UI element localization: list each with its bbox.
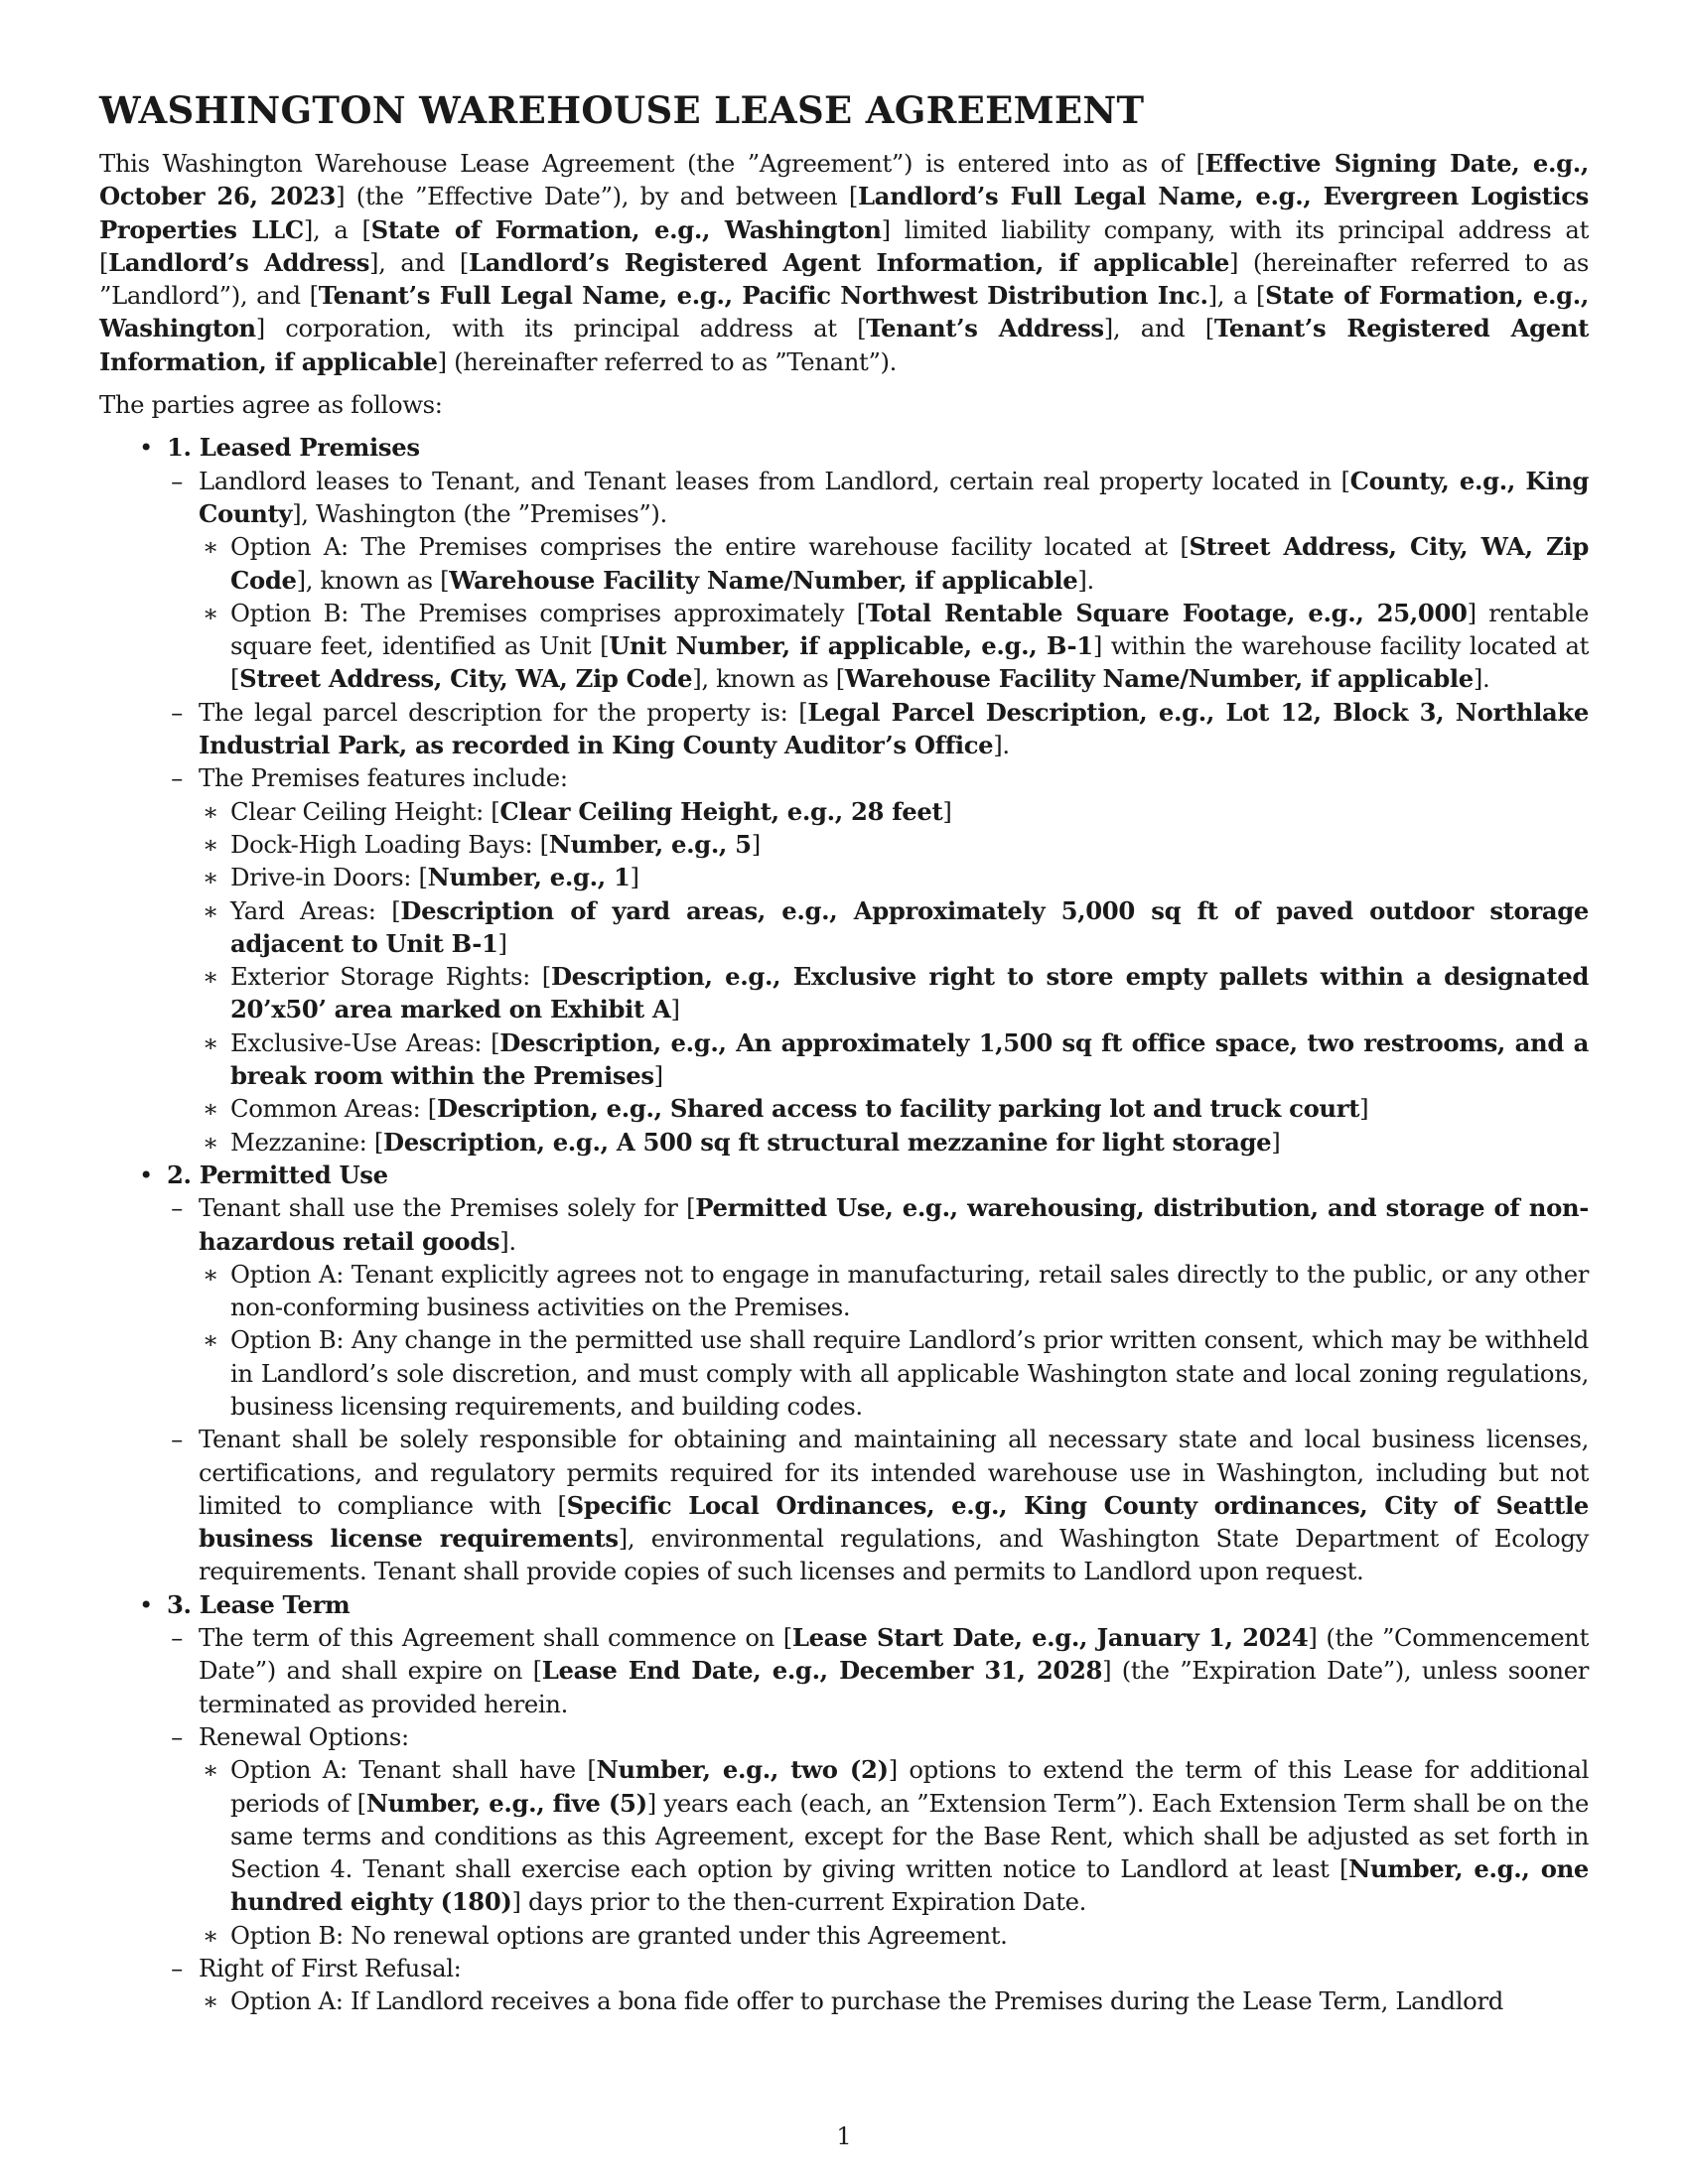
- dash-marker: –: [171, 763, 183, 793]
- page-number: 1: [836, 2122, 852, 2150]
- section-heading: 3. Lease Term: [167, 1589, 351, 1619]
- dash-marker: –: [171, 466, 183, 495]
- list-item: – The legal parcel description for the property is: [Legal Parcel Description, e.g., Lot 12, Block 3, Northlake Industrial Park, as recorded in King County Auditor’s Office].: [167, 696, 1589, 762]
- star-marker: ∗: [202, 1094, 219, 1124]
- list-item: ∗ Option A: Tenant shall have [Number, e.g., two (2)] options to extend the term of this Lease for additional periods of [Number, e.g., five (5)] years each (each, an ”Extension Term”). Each Extension Term shall be on the same terms and conditions as this Agreement, except for the Base Rent, which shall be adjusted as set forth in Section 4. Tenant shall exercise each option by giving written notice to Landlord at least [Number, e.g., one hundred eighty (180)] days prior to the then-current Expiration Date.: [202, 1755, 1589, 1917]
- star-marker: ∗: [202, 1127, 219, 1157]
- star-marker: ∗: [202, 796, 219, 826]
- section-permitted-use: [99, 1159, 1589, 1588]
- dash-marker: –: [171, 1623, 183, 1653]
- feature-item: ∗ Exterior Storage Rights: [Description, e.g., Exclusive right to store empty pallets within a designated 20’x50’ area marked on Exhibit A]: [202, 962, 1590, 1024]
- list-item: – Renewal Options: ∗ Option A: Tenant shall have [Number, e.g., two (2)] options to extend the term of this Lease for additional periods of [Number, e.g., five (5)] years each (each, an ”Extension Term”). Each Extension Term shall be on the same terms and conditions as this Agreement, except for the Base Rent, which shall be adjusted as set forth in Section 4. Tenant shall exercise each option by giving written notice to Landlord at least [Number, e.g., one hundred eighty (180)] days prior to the then-current Expiration Date. ∗ Option B: No renewal options are granted under this Agreement.: [167, 1720, 1589, 1952]
- feature-item: ∗ Exclusive-Use Areas: [Description, e.g., An approximately 1,500 sq ft office space, two restrooms, and a break room within the Premises]: [202, 1027, 1589, 1091]
- star-marker: ∗: [202, 532, 219, 562]
- list-item: – Tenant shall use the Premises solely for [Permitted Use, e.g., warehousing, distribution, and storage of non-hazardous retail goods]. ∗ Option A: Tenant explicitly agrees not to engage in manufacturing, retail sales directly to the public, or any other non-conforming business activities on the Premises. ∗ Option B: Any change in the permitted use shall require Landlord’s prior written consent, which may be withheld in Landlord’s sole discretion, and must comply with all applicable Washington state and local zoning regulations, business licensing requirements, and building codes.: [167, 1191, 1589, 1423]
- dash-marker: –: [171, 1721, 183, 1751]
- list-item: ∗ Option B: No renewal options are granted under this Agreement.: [199, 1919, 1589, 1952]
- section-heading: 2. Permitted Use: [167, 1160, 388, 1189]
- star-marker: ∗: [202, 829, 219, 859]
- features-list: [199, 795, 1589, 1159]
- star-marker: ∗: [202, 962, 219, 992]
- dash-marker: –: [171, 697, 183, 727]
- dash-marker: –: [171, 1425, 183, 1454]
- star-marker: ∗: [202, 863, 219, 892]
- list-item: ∗ Option A: If Landlord receives a bona fide offer to purchase the Premises during the Lease Term, Landlord: [199, 1984, 1589, 2017]
- bullet-marker: •: [139, 1160, 153, 1189]
- star-marker: ∗: [202, 1986, 219, 2016]
- section-leased-premises: [99, 431, 1589, 1159]
- star-marker: ∗: [202, 1027, 219, 1057]
- list-item: – Tenant shall be solely responsible for obtaining and maintaining all necessary state and local business licenses, certifications, and regulatory permits required for its intended warehouse use in Washington, including but not limited to compliance with [Specific Local Ordinances, e.g., King County ordinances, City of Seattle business license requirements], environmental regulations, and Washington State Department of Ecology requirements. Tenant shall provide copies of such licenses and permits to Landlord upon request.: [167, 1423, 1589, 1587]
- list-item: – Right of First Refusal: ∗ Option A: If Landlord receives a bona fide offer to purchase the Premises during the Lease Term, Landlord: [167, 1952, 1589, 2018]
- dash-marker: –: [171, 1193, 183, 1223]
- list-item: ∗ Option B: Any change in the permitted use shall require Landlord’s prior written consent, which may be withheld in Landlord’s sole discretion, and must comply with all applicable Washington state and local zoning regulations, business licensing requirements, and building codes.: [202, 1325, 1589, 1421]
- list-item: ∗ Option A: Tenant explicitly agrees not to engage in manufacturing, retail sales directly to the public, or any other non-conforming business activities on the Premises.: [202, 1259, 1589, 1322]
- star-marker: ∗: [202, 1325, 219, 1355]
- document-page: [99, 87, 1589, 2018]
- section-lease-term: [99, 1588, 1589, 2018]
- feature-item: ∗ Drive-in Doors: [Number, e.g., 1]: [199, 861, 1589, 893]
- bullet-marker: •: [139, 1589, 153, 1619]
- list-item: – Landlord leases to Tenant, and Tenant leases from Landlord, certain real property located in [County, e.g., King County], Washington (the ”Premises”). ∗ Option A: The Premises comprises the entire warehouse facility located at [Street Address, City, WA, Zip Code], known as [Warehouse Facility Name/Number, if applicable]. ∗ Option B: The Premises comprises approximately [Total Rentable Square Footage, e.g., 25,000] rentable square feet, identified as Unit [Unit Number, if applicable, e.g., B-1] within the warehouse facility located at [Street Address, City, WA, Zip Code], known as [Warehouse Facility Name/Number, if applicable].: [167, 465, 1589, 696]
- list-item: – The Premises features include: ∗ Clear Ceiling Height: [Clear Ceiling Height, e.g., 28 feet] ∗ Dock-High Loading Bays: [Number, e.g., 5] ∗ Drive-in Doors: [Number, e.g., 1] ∗ Yard Areas: [Description of yard areas, e.g., Approximately 5,000 sq ft of paved outdoor storage adjacent to Unit B-1] ∗ Exterior Storage Rights: [Description, e.g., Exclusive right to store empty pallets within a designated 20’x50’ area marked on Exhibit A] ∗ Exclusive-Use Areas: [Description, e.g., An approximately 1,500 sq ft office space, two restrooms, and a break room within the Premises] ∗ Common Areas: [Description, e.g., Shared access to facility parking lot and truck court] ∗ Mezzanine: [Description, e.g., A 500 sq ft structural mezzanine for light storage]: [167, 761, 1589, 1159]
- list-item: – The term of this Agreement shall commence on [Lease Start Date, e.g., January 1, 2024] (the ”Commencement Date”) and shall expire on [Lease End Date, e.g., December 31, 2028] (the ”Expiration Date”), unless sooner terminated as provided herein.: [167, 1621, 1589, 1720]
- agree-statement: The parties agree as follows:: [99, 390, 443, 420]
- feature-item: ∗ Clear Ceiling Height: [Clear Ceiling Height, e.g., 28 feet]: [199, 795, 1589, 828]
- list-item: ∗ Option B: The Premises comprises approximately [Total Rentable Square Footage, e.g., 25,000] rentable square feet, identified as Unit [Unit Number, if applicable, e.g., B-1] within the warehouse facility located at [Street Address, City, WA, Zip Code], known as [Warehouse Facility Name/Number, if applicable].: [202, 598, 1589, 694]
- feature-item: ∗ Dock-High Loading Bays: [Number, e.g., 5]: [199, 828, 1589, 861]
- list-item: ∗ Option A: The Premises comprises the entire warehouse facility located at [Street Address, City, WA, Zip Code], known as [Warehouse Facility Name/Number, if applicable].: [202, 532, 1589, 595]
- feature-item: ∗ Yard Areas: [Description of yard areas, e.g., Approximately 5,000 sq ft of paved outdoor storage adjacent to Unit B-1]: [202, 895, 1589, 958]
- feature-item: ∗ Mezzanine: [Description, e.g., A 500 sq ft structural mezzanine for light storage]: [199, 1126, 1589, 1159]
- star-marker: ∗: [202, 895, 219, 925]
- star-marker: ∗: [202, 1259, 219, 1289]
- star-marker: ∗: [202, 1755, 219, 1785]
- star-marker: ∗: [202, 1920, 219, 1950]
- bullet-marker: •: [139, 433, 153, 463]
- intro-paragraph: This Washington Warehouse Lease Agreement (the ”Agreement”) is entered into as of [Effective Signing Date, e.g., October 26, 2023] (the ”Effective Date”), by and between [Landlord’s Full Legal Name, e.g., Evergreen Logistics Properties LLC], a [State of Formation, e.g., Washington] limited liability company, with its principal address at [Landlord’s Address], and [Landlord’s Registered Agent Information, if applicable] (hereinafter referred to as ”Landlord”), and [Tenant’s Full Legal Name, e.g., Pacific Northwest Distribution Inc.], a [State of Formation, e.g., Washington] corporation, with its principal address at [Tenant’s Address], and [Tenant’s Registered Agent Information, if applicable] (hereinafter referred to as ”Tenant”).: [99, 149, 1590, 376]
- feature-item: ∗ Common Areas: [Description, e.g., Shared access to facility parking lot and truck court]: [199, 1092, 1589, 1125]
- section-heading: 1. Leased Premises: [167, 433, 420, 463]
- document-title: WASHINGTON WAREHOUSE LEASE AGREEMENT: [99, 88, 1145, 132]
- dash-marker: –: [171, 1954, 183, 1983]
- section-list: [99, 431, 1589, 2017]
- star-marker: ∗: [202, 598, 219, 627]
